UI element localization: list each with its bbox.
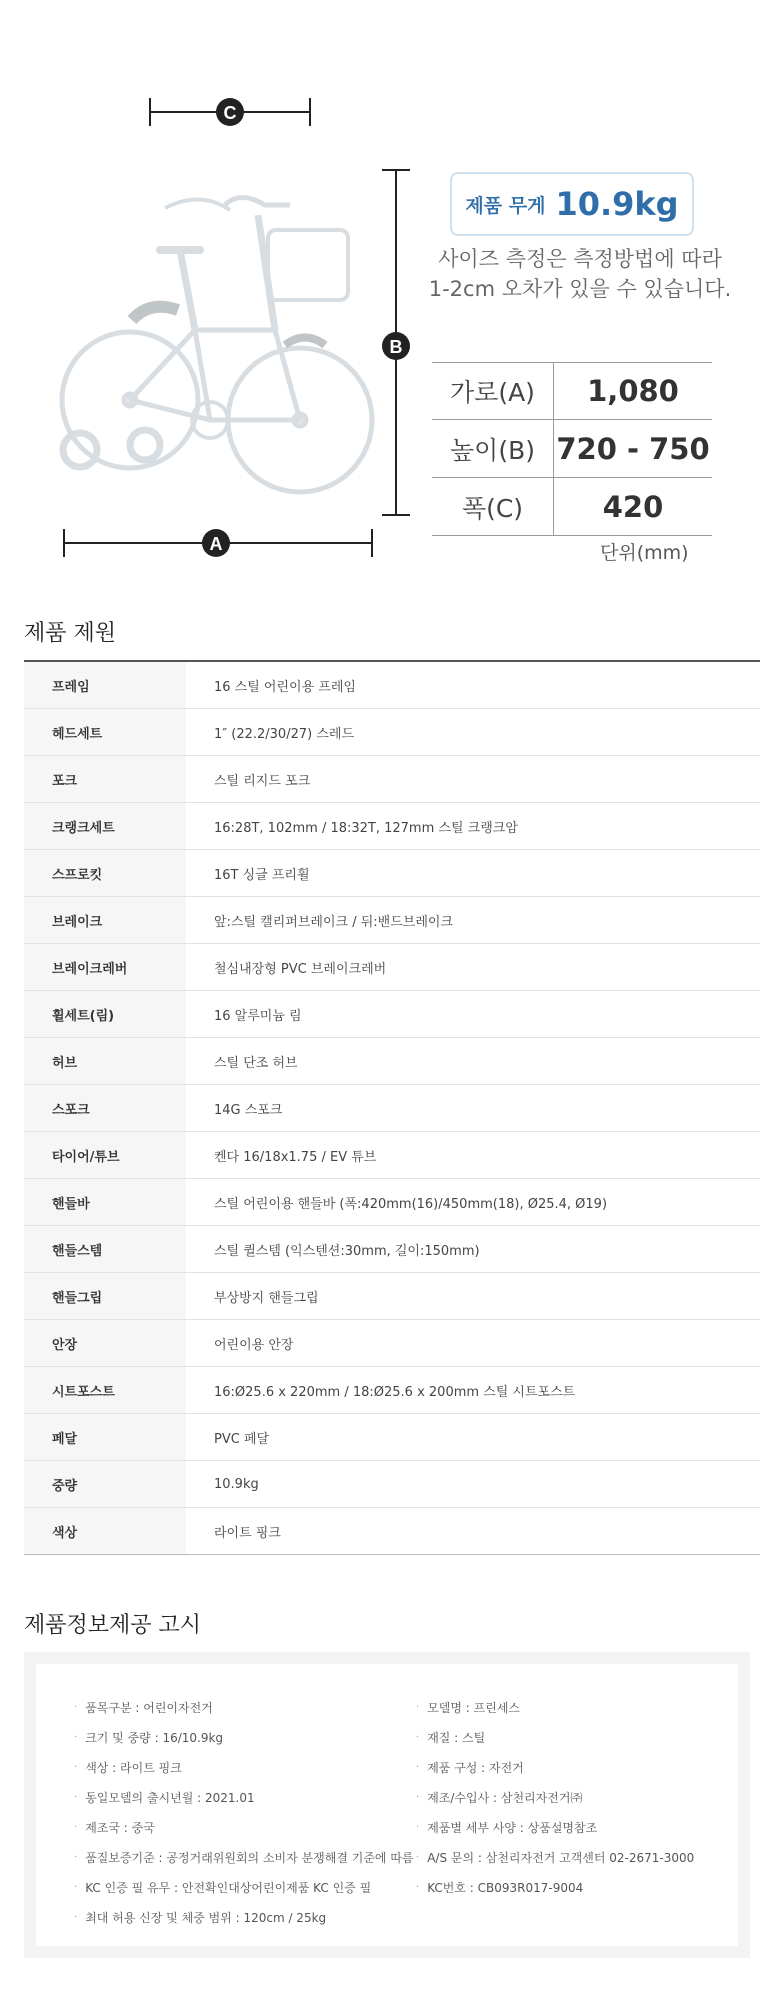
notice-panel <box>36 1664 738 1946</box>
bullet-icon: · <box>74 1761 78 1773</box>
notice-text: 재질 : 스틸 <box>427 1730 486 1745</box>
table-row <box>24 1367 760 1414</box>
notice-left-column <box>74 1692 414 1932</box>
spec-key: 페달 <box>24 1414 186 1460</box>
list-item <box>416 1812 694 1842</box>
table-row <box>24 1085 760 1132</box>
dimension-a-line <box>64 529 372 557</box>
list-item <box>74 1902 414 1932</box>
bullet-icon: · <box>74 1791 78 1803</box>
list-item <box>416 1692 694 1722</box>
bullet-icon: · <box>416 1791 420 1803</box>
bullet-icon: · <box>74 1821 78 1833</box>
weight-badge <box>450 172 694 236</box>
dimension-key: 높이(B) <box>432 420 554 477</box>
notice-text: 제조/수입사 : 삼천리자전거㈜ <box>427 1790 583 1805</box>
spec-value: 14G 스포크 <box>214 1102 283 1118</box>
spec-value: 16:Ø25.6 x 220mm / 18:Ø25.6 x 200mm 스틸 시트포스트 <box>214 1384 576 1400</box>
table-row <box>24 1038 760 1085</box>
list-item <box>74 1842 414 1872</box>
list-item <box>416 1752 694 1782</box>
spec-key: 브레이크레버 <box>24 944 186 990</box>
spec-value: 16:28T, 102mm / 18:32T, 127mm 스틸 크랭크암 <box>214 820 518 836</box>
spec-key: 크랭크세트 <box>24 803 186 849</box>
table-row <box>24 1226 760 1273</box>
list-item <box>74 1722 414 1752</box>
spec-value: 켄다 16/18x1.75 / EV 튜브 <box>214 1149 377 1165</box>
spec-table <box>24 660 760 1555</box>
spec-section-title: 제품 제원 <box>24 621 117 646</box>
spec-value: 스틸 어린이용 핸들바 (폭:420mm(16)/450mm(18), Ø25.4, Ø19) <box>214 1196 608 1212</box>
table-row <box>24 803 760 850</box>
notice-text: 색상 : 라이트 핑크 <box>85 1760 182 1775</box>
spec-key: 색상 <box>24 1508 186 1554</box>
dimension-value: 1,080 <box>587 374 679 408</box>
list-item <box>416 1722 694 1752</box>
dimension-c-line <box>150 98 310 126</box>
marker-c: C <box>223 103 237 123</box>
notice-text: 동일모델의 출시년월 : 2021.01 <box>85 1790 255 1805</box>
notice-box <box>24 1652 750 1958</box>
list-item <box>74 1752 414 1782</box>
spec-key: 중량 <box>24 1461 186 1507</box>
table-row <box>24 756 760 803</box>
notice-text: 최대 허용 신장 및 체중 범위 : 120cm / 25kg <box>85 1910 327 1925</box>
list-item <box>416 1782 694 1812</box>
bike-dimension-illustration <box>0 0 430 580</box>
spec-key: 핸들바 <box>24 1179 186 1225</box>
marker-a: A <box>209 534 223 554</box>
spec-value: 1″ (22.2/30/27) 스레드 <box>214 726 354 742</box>
bullet-icon: · <box>74 1701 78 1713</box>
dimension-value: 420 <box>602 489 664 524</box>
list-item <box>74 1872 414 1902</box>
notice-right-column <box>416 1692 694 1902</box>
marker-b: B <box>389 337 403 357</box>
spec-value: PVC 페달 <box>214 1431 270 1447</box>
dimension-table <box>432 362 712 536</box>
table-row <box>24 991 760 1038</box>
spec-key: 휠세트(림) <box>24 991 186 1037</box>
bullet-icon: · <box>74 1881 78 1893</box>
table-row <box>24 944 760 991</box>
spec-value: 스틸 단조 허브 <box>214 1055 298 1071</box>
notice-text: 제품별 세부 사양 : 상품설명참조 <box>427 1820 598 1835</box>
table-row <box>24 897 760 944</box>
bullet-icon: · <box>74 1911 78 1923</box>
weight-label: 제품 무게 <box>465 194 546 217</box>
spec-key: 스포크 <box>24 1085 186 1131</box>
dimension-unit: 단위(mm) <box>600 542 689 564</box>
dimension-key: 가로(A) <box>432 363 554 419</box>
spec-value: 스틸 리지드 포크 <box>214 773 311 789</box>
dimension-section <box>0 0 780 600</box>
bullet-icon: · <box>416 1701 420 1713</box>
dimension-row <box>432 362 712 420</box>
spec-key: 프레임 <box>24 662 186 708</box>
notice-text: KC 인증 필 유무 : 안전확인대상어린이제품 KC 인증 필 <box>85 1880 372 1895</box>
bullet-icon: · <box>416 1821 420 1833</box>
spec-value: 스틸 퀼스템 (익스텐션:30mm, 길이:150mm) <box>214 1243 480 1259</box>
spec-key: 스프로킷 <box>24 850 186 896</box>
bullet-icon: · <box>416 1881 420 1893</box>
list-item <box>74 1692 414 1722</box>
spec-value: 16 스틸 어린이용 프레임 <box>214 679 356 695</box>
table-row <box>24 709 760 756</box>
list-item <box>416 1872 694 1902</box>
spec-value: 16 알루미늄 림 <box>214 1008 302 1024</box>
table-row <box>24 1414 760 1461</box>
spec-key: 타이어/튜브 <box>24 1132 186 1178</box>
bullet-icon: · <box>74 1851 78 1863</box>
notice-text: 제품 구성 : 자전거 <box>427 1760 524 1775</box>
spec-value: 철심내장형 PVC 브레이크레버 <box>214 961 387 977</box>
spec-key: 안장 <box>24 1320 186 1366</box>
notice-text: 크기 및 중량 : 16/10.9kg <box>85 1730 224 1745</box>
notice-text: KC번호 : CB093R017-9004 <box>427 1880 584 1895</box>
bullet-icon: · <box>74 1731 78 1743</box>
bicycle-image <box>62 198 372 493</box>
table-row <box>24 1508 760 1555</box>
bullet-icon: · <box>416 1731 420 1743</box>
measurement-note-line2: 1-2cm 오차가 있을 수 있습니다. <box>428 277 732 301</box>
dimension-key: 폭(C) <box>432 478 554 535</box>
spec-key: 포크 <box>24 756 186 802</box>
spec-value: 부상방지 핸들그립 <box>214 1290 319 1306</box>
notice-section-title: 제품정보제공 고시 <box>24 1613 202 1638</box>
notice-text: 제조국 : 중국 <box>85 1820 155 1835</box>
spec-value: 어린이용 안장 <box>214 1337 294 1353</box>
table-row <box>24 1273 760 1320</box>
notice-text: 품질보증기준 : 공정거래위원회의 소비자 분쟁해결 기준에 따름 <box>85 1850 414 1865</box>
spec-key: 핸들그립 <box>24 1273 186 1319</box>
spec-value: 10.9kg <box>214 1476 259 1492</box>
spec-value: 라이트 핑크 <box>214 1525 281 1541</box>
spec-key: 시트포스트 <box>24 1367 186 1413</box>
weight-value: 10.9kg <box>555 185 679 223</box>
list-item <box>74 1782 414 1812</box>
table-row <box>24 850 760 897</box>
spec-value: 앞:스틸 캘리퍼브레이크 / 뒤:밴드브레이크 <box>214 914 454 930</box>
table-row <box>24 662 760 709</box>
table-row <box>24 1132 760 1179</box>
notice-text: 모델명 : 프린세스 <box>427 1700 521 1715</box>
measurement-note-line1: 사이즈 측정은 측정방법에 따라 <box>438 247 722 271</box>
spec-key: 헤드세트 <box>24 709 186 755</box>
table-row <box>24 1179 760 1226</box>
spec-key: 핸들스템 <box>24 1226 186 1272</box>
bullet-icon: · <box>416 1761 420 1773</box>
list-item <box>416 1842 694 1872</box>
bullet-icon: · <box>416 1851 420 1863</box>
list-item <box>74 1812 414 1842</box>
dimension-b-line <box>382 170 410 515</box>
table-row <box>24 1320 760 1367</box>
dimension-row <box>432 478 712 536</box>
spec-value: 16T 싱글 프리휠 <box>214 867 310 883</box>
dimension-row <box>432 420 712 478</box>
notice-text: A/S 문의 : 삼천리자전거 고객센터 02-2671-3000 <box>427 1850 695 1865</box>
spec-key: 허브 <box>24 1038 186 1084</box>
table-row <box>24 1461 760 1508</box>
spec-key: 브레이크 <box>24 897 186 943</box>
dimension-value: 720 - 750 <box>556 431 710 466</box>
notice-text: 품목구분 : 어린이자전거 <box>85 1700 213 1715</box>
